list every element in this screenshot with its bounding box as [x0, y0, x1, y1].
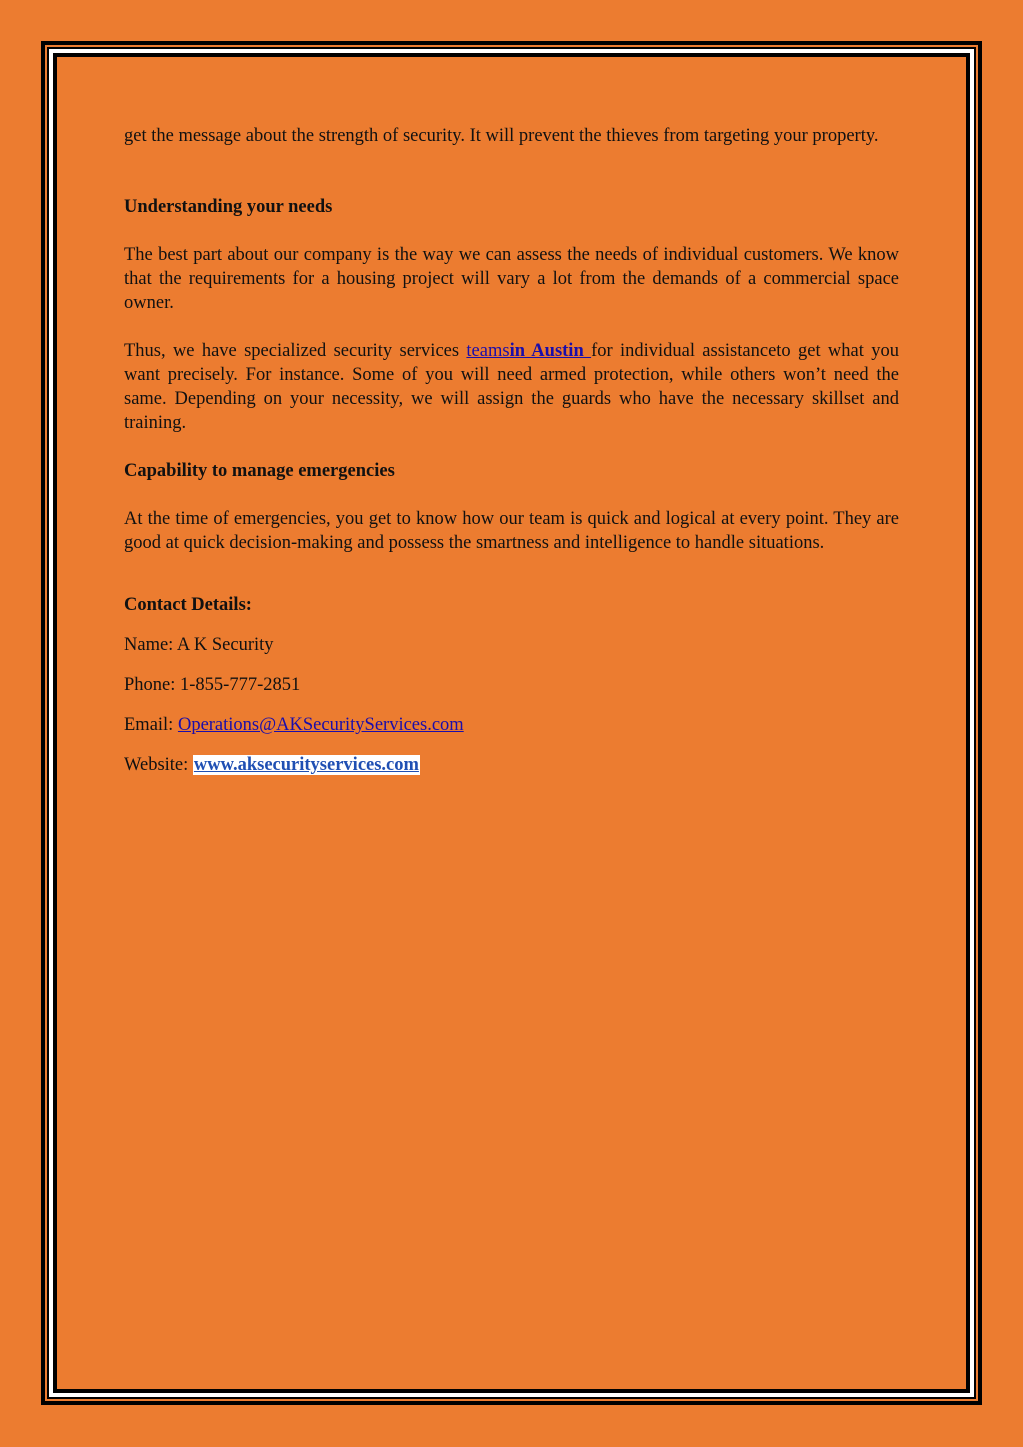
website-label: Website:	[124, 755, 193, 775]
heading-capability-emergencies: Capability to manage emergencies	[124, 461, 395, 481]
teams-link[interactable]: teams	[466, 341, 510, 361]
document-content	[124, 124, 899, 793]
contact-name: Name: A K Security	[124, 635, 274, 655]
email-link[interactable]: Operations@AKSecurityServices.com	[177, 715, 464, 735]
website-link[interactable]: www.aksecurityservices.com	[193, 755, 419, 775]
email-label: Email:	[124, 715, 178, 735]
heading-understanding-needs: Understanding your needs	[124, 197, 333, 217]
needs-paragraph-2-text-after: for individual assistanceto get what you want precisely. For instance. Some of you will need armed protection, while others won’t need the same. Depending on your necessity, we will assign the guards who have the necessary skillset and training.	[124, 341, 899, 433]
needs-paragraph-2-text-before: Thus, we have specialized security services	[124, 341, 467, 361]
contact-email	[124, 713, 899, 753]
spacer	[124, 219, 899, 243]
emergencies-paragraph: At the time of emergencies, you get to know how our team is quick and logical at every point. They are good at quick decision-making and possess the smartness and intelligence to handle situations.	[124, 509, 899, 553]
spacer	[124, 435, 899, 459]
spacer	[124, 187, 899, 195]
spacer	[124, 315, 899, 339]
needs-paragraph-1: The best part about our company is the way we can assess the needs of individual customers. We know that the requirements for a housing project will vary a lot from the demands of a commercial space owner.	[124, 245, 899, 313]
intro-paragraph: get the message about the strength of security. It will prevent the thieves from targeting your property.	[124, 126, 879, 146]
spacer	[124, 483, 899, 507]
in-austin-link[interactable]: in Austin	[509, 341, 592, 361]
contact-website	[124, 753, 899, 793]
spacer	[124, 555, 899, 593]
heading-contact-details: Contact Details:	[124, 595, 252, 615]
contact-phone: Phone: 1-855-777-2851	[124, 675, 301, 695]
spacer	[124, 148, 899, 187]
needs-paragraph-2	[124, 339, 899, 435]
